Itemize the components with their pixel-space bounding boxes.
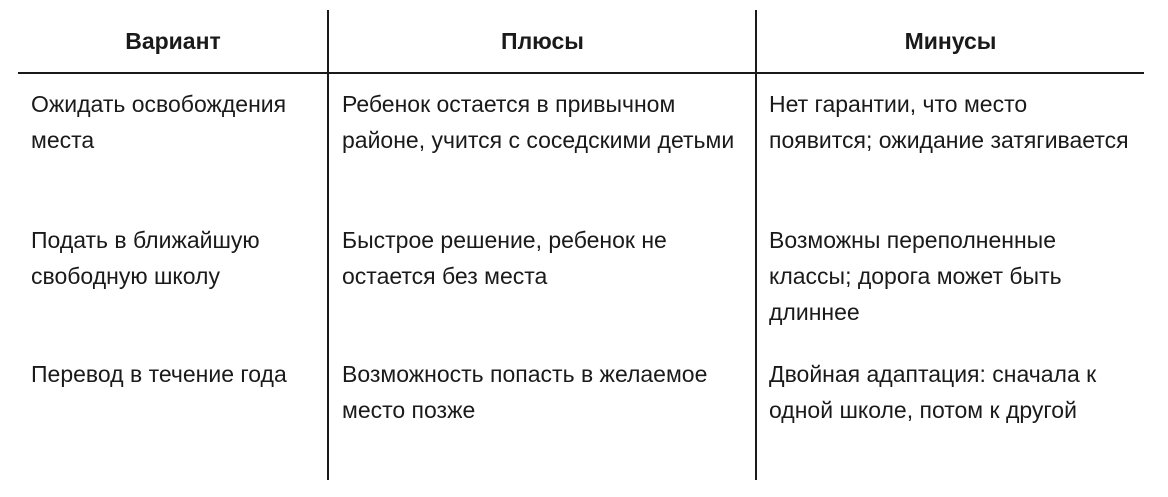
cons-cell: Нет гарантии, что место появится; ожидание затягивается — [769, 91, 1129, 153]
column-divider — [755, 10, 757, 480]
option-cell: Ожидать освобождения места — [31, 91, 287, 153]
column-divider — [327, 10, 329, 480]
pros-cell: Быстрое решение, ребенок не остается без места — [342, 227, 667, 289]
pros-cell: Ребенок остается в привычном районе, учится с соседскими детьми — [342, 91, 735, 153]
header-pros: Плюсы — [501, 28, 584, 54]
table-header-row — [18, 10, 1144, 74]
header-option: Вариант — [125, 28, 221, 54]
pros-cell: Возможность попасть в желаемое место позже — [342, 361, 708, 423]
option-cell: Подать в ближайшую свободную школу — [31, 227, 260, 289]
option-cell: Перевод в течение года — [31, 361, 287, 387]
header-cons: Минусы — [904, 28, 997, 54]
cons-cell: Двойная адаптация: сначала к одной школе, потом к другой — [769, 361, 1097, 423]
comparison-table — [18, 10, 1144, 480]
cons-cell: Возможны переполненные классы; дорога может быть длиннее — [769, 227, 1062, 325]
